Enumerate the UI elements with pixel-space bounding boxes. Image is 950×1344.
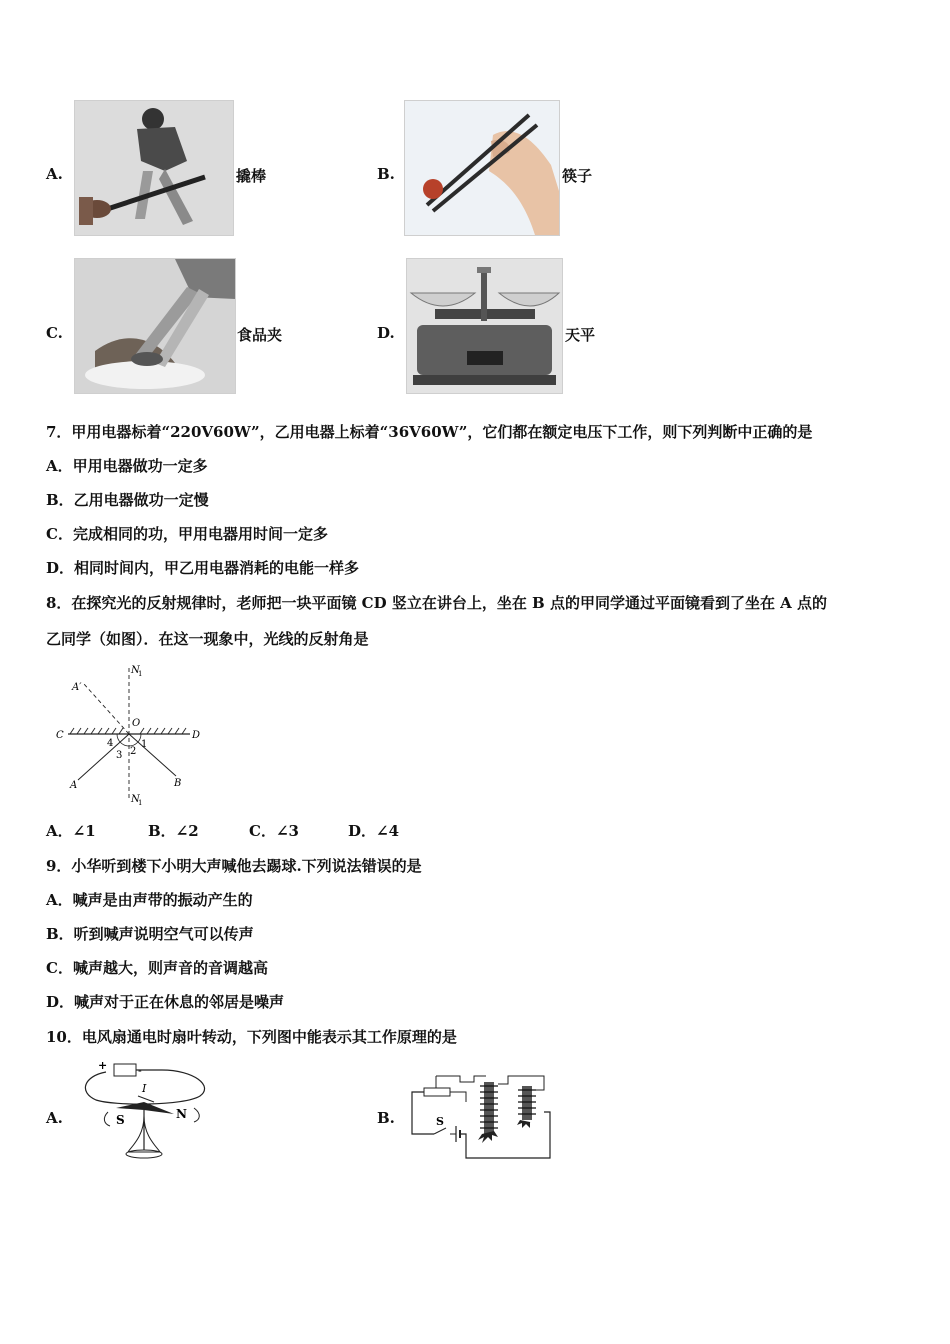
rotation-arrow-left	[104, 1112, 110, 1126]
coil-1	[484, 1082, 494, 1134]
oersted-experiment-diagram	[74, 1056, 214, 1162]
q9-stem: 9．小华听到楼下小明大声喊他去踢球.下列说法错误的是	[46, 857, 422, 875]
q6-option-c-letter: C.	[46, 324, 63, 342]
label-n: N	[176, 1107, 187, 1121]
q10-stem: 10．电风扇通电时扇叶转动，下列图中能表示其工作原理的是	[46, 1028, 457, 1046]
electromagnet-circuit-diagram	[404, 1072, 556, 1162]
q8-option-b: B．∠2	[148, 822, 199, 840]
label-angle-4: 4	[107, 738, 114, 749]
crowbar-photo	[74, 100, 234, 236]
q7-option-b: B．乙用电器做功一定慢	[46, 491, 209, 509]
label-n-top: N	[131, 665, 140, 676]
q6-option-c-caption: 食品夹	[237, 326, 283, 344]
q6-option-a-caption: 撬棒	[236, 167, 267, 185]
label-angle-3: 3	[116, 750, 123, 761]
q6-option-b-letter: B.	[377, 165, 395, 183]
label-n-bottom-sub: 1	[138, 799, 143, 807]
virtual-ray-a-prime	[84, 684, 129, 734]
q7-option-d: D．相同时间内，甲乙用电器消耗的电能一样多	[46, 559, 360, 577]
label-angle-2: 2	[130, 746, 137, 757]
label-a: A	[70, 780, 78, 791]
q6-option-b-caption: 筷子	[562, 167, 593, 185]
reflection-diagram	[50, 662, 210, 810]
attracted-pins-1	[478, 1131, 498, 1143]
q8-option-a: A．∠1	[46, 822, 96, 840]
coil-2	[522, 1086, 532, 1120]
label-plus: +	[98, 1059, 108, 1072]
q7-option-a: A．甲用电器做功一定多	[46, 457, 208, 475]
q8-option-d: D．∠4	[348, 822, 400, 840]
balance-scale-photo	[406, 258, 563, 394]
food-tongs-photo	[74, 258, 236, 394]
label-b: B	[174, 778, 182, 789]
label-angle-1: 1	[141, 739, 148, 750]
battery	[114, 1064, 136, 1076]
rotation-arrow-right	[194, 1108, 199, 1122]
q9-option-b: B．听到喊声说明空气可以传声	[46, 925, 254, 943]
label-n-bottom: N	[131, 794, 140, 805]
rheostat	[424, 1088, 450, 1096]
q8-option-c: C．∠3	[249, 822, 299, 840]
q7-stem: 7．甲用电器标着“220V60W”，乙用电器上标着“36V60W”，它们都在额定电压下工作，则下列判断中正确的是	[46, 423, 813, 441]
q10-option-b-letter: B.	[377, 1109, 395, 1127]
attracted-pins-2	[517, 1120, 535, 1128]
label-switch-s: S	[436, 1115, 444, 1128]
q10-option-a-letter: A.	[46, 1109, 63, 1127]
q6-option-a-letter: A.	[46, 165, 63, 183]
q9-option-c: C．喊声越大，则声音的音调越高	[46, 959, 268, 977]
q6-option-d-caption: 天平	[565, 326, 596, 344]
stand-base	[126, 1150, 162, 1158]
label-minus: -	[138, 1064, 142, 1077]
q8-stem-line1: 8．在探究光的反射规律时，老师把一块平面镜 CD 竖立在讲台上，坐在 B 点的甲同学通过平面镜看到了坐在 A 点的	[46, 594, 828, 612]
current-arrow	[138, 1096, 154, 1102]
chopsticks-photo	[404, 100, 560, 236]
q7-option-c: C．完成相同的功，甲用电器用时间一定多	[46, 525, 328, 543]
q8-stem-line2: 乙同学（如图）．在这一现象中，光线的反射角是	[46, 630, 369, 648]
q9-option-d: D．喊声对于正在休息的邻居是噪声	[46, 993, 285, 1011]
label-o: O	[132, 718, 141, 729]
label-s: S	[116, 1113, 125, 1127]
switch	[434, 1128, 446, 1134]
label-c: C	[56, 730, 64, 741]
label-a-prime: A′	[72, 682, 82, 693]
label-d: D	[192, 730, 201, 741]
q6-option-d-letter: D.	[377, 324, 395, 342]
q9-option-a: A．喊声是由声带的振动产生的	[46, 891, 253, 909]
label-n-top-sub: 1	[138, 670, 143, 678]
label-current: I	[142, 1082, 147, 1095]
